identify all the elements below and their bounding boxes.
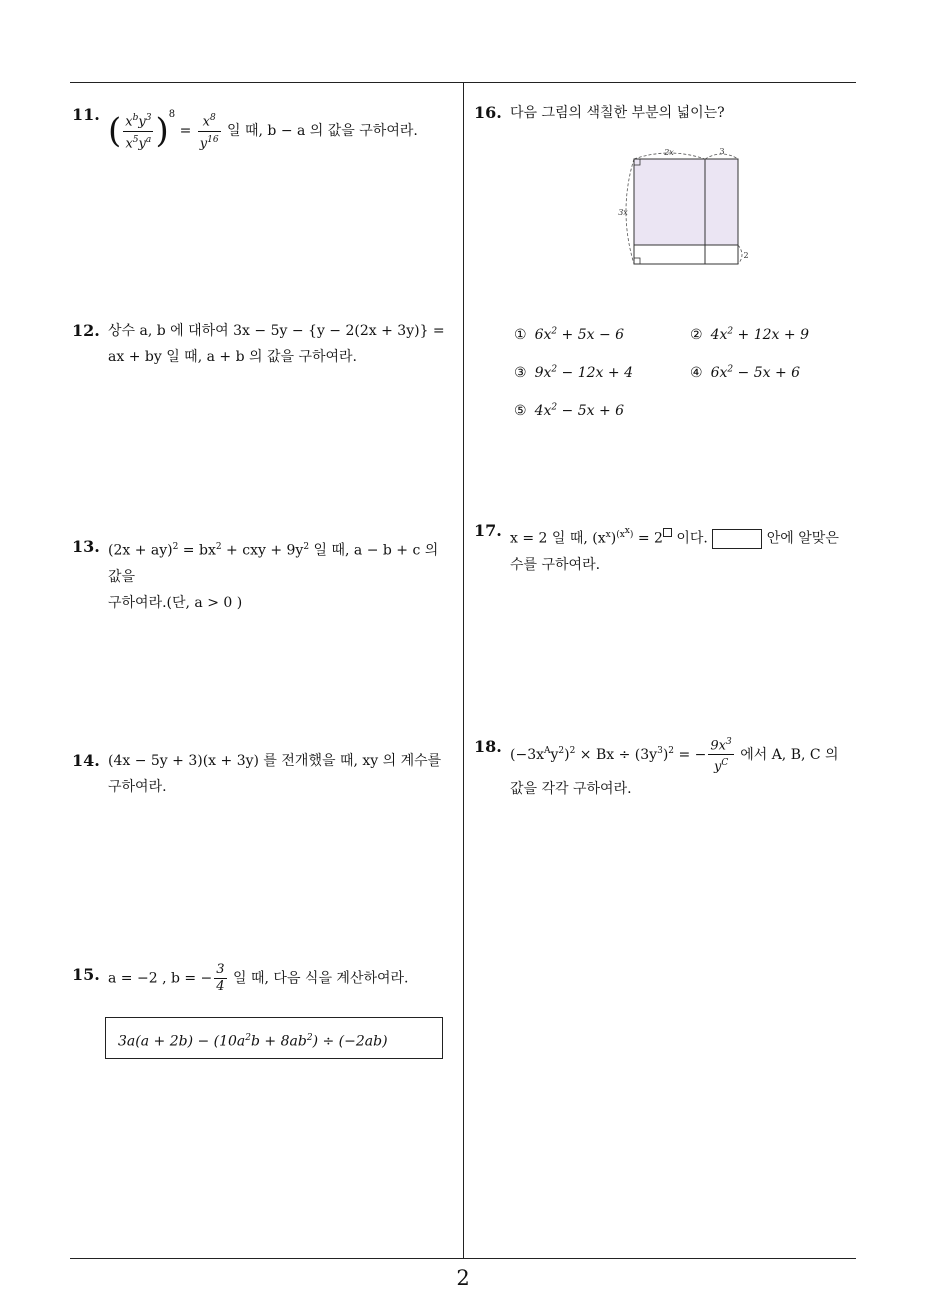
problem-body [108, 534, 456, 616]
bottom-rule [70, 1258, 856, 1259]
problem-body: ( $\frac{x^by^3}{x^5y^a}$ )$^8$ = $\frac{x^8}{y^{16}}$ 일 때, b − a 의 값을 구하여라. [108, 109, 418, 151]
problem-body: a = −2 , b = − $\frac{3}{4}$ 일 때, 다음 식을 계산하여라. [108, 962, 409, 994]
problem-18 [474, 734, 864, 802]
problem-13 [72, 534, 456, 616]
problem-12 [72, 318, 456, 370]
problem-body [510, 734, 864, 802]
problem-line-2: 구하여라. [108, 779, 167, 795]
problem-line-1: (4x − 5y + 3)(x + 3y) 를 전개했을 때, xy 의 계수를 [108, 753, 442, 769]
shaded-region [634, 159, 738, 245]
label-left: 3x [618, 208, 628, 217]
problem-number: 17. [474, 521, 502, 540]
problem-number: 13. [72, 537, 100, 556]
choice-5[interactable]: ⑤ $4x^2 - 5x + 6$ [514, 402, 625, 419]
problem-line-2: ax + by 일 때, a + b 의 값을 구하여라. [108, 349, 358, 365]
right-angle-mark-bottom [634, 258, 640, 264]
fraction: $\frac{9x^3}{y^C}$ [710, 737, 732, 775]
problem-line-1: x = 2 일 때, $(x^x)^{(x^x)} = 2$ 이다. 안에 알맞은 [510, 526, 839, 547]
problem-line-1: $(2x + ay)^2 = bx^2$ + cxy + $9y^2$ 일 때, a − b + c 의 값을 [108, 542, 439, 585]
fraction-left: $\frac{x^by^3}{x^5y^a}$ [125, 113, 152, 151]
label-right: 2 [743, 251, 749, 260]
choice-1[interactable]: ① $6x^2 + 5x - 6$ [514, 326, 625, 343]
problem-body [108, 318, 456, 370]
problem-15 [72, 962, 456, 995]
label-top-left: 2x [664, 148, 674, 157]
problem-line-1: $(-3x^Ay^2)^2 \times Bx \div (3y^3)^2$ = − $\frac{9x^3}{y^C}$ 에서 A, B, C 의 [510, 734, 864, 776]
problem-number: 18. [474, 737, 502, 756]
page-number: 2 [456, 1266, 470, 1290]
problem-number: 11. [72, 105, 100, 124]
problem-line-2: 값을 각각 구하여라. [510, 780, 632, 797]
problem-11 [72, 102, 456, 152]
problem-body [108, 748, 456, 800]
shaded-area-figure [612, 145, 758, 270]
problem-number: 16. [474, 103, 502, 122]
answer-blank-box [712, 529, 762, 549]
expression-box: $3a(a + 2b) - (10a^2b + 8ab^2) \div (-2ab)$ [105, 1017, 443, 1059]
problem-text: 다음 그림의 색칠한 부분의 넓이는? [510, 105, 725, 121]
problem-number: 14. [72, 751, 100, 770]
fraction: $\frac{3}{4}$ [216, 962, 225, 994]
problem-14 [72, 748, 456, 800]
problem-body [510, 518, 864, 578]
choice-4[interactable]: ④ $6x^2 - 5x + 6$ [690, 364, 801, 381]
problem-number: 15. [72, 965, 100, 984]
label-top-right: 3 [719, 147, 725, 156]
brace-right [738, 245, 742, 264]
problem-line-2: 수를 구하여라. [510, 556, 601, 573]
problem-16 [474, 100, 864, 126]
exponent-blank [663, 528, 672, 537]
problem-text: 일 때, b − a 의 값을 구하여라. [227, 123, 418, 139]
problem-line-2: 구하여라.(단, a > 0 ) [108, 594, 243, 611]
choice-3[interactable]: ③ $9x^2 - 12x + 4$ [514, 364, 633, 381]
problem-line-1: 상수 a, b 에 대하여 3x − 5y − {y − 2(2x + 3y)} = [108, 323, 445, 339]
problem-number: 12. [72, 321, 100, 340]
fraction-right: $\frac{x^8}{y^{16}}$ [199, 113, 219, 151]
choice-2[interactable]: ② $4x^2 + 12x + 9$ [690, 326, 809, 343]
problem-17 [474, 518, 864, 578]
column-divider [463, 83, 464, 1258]
